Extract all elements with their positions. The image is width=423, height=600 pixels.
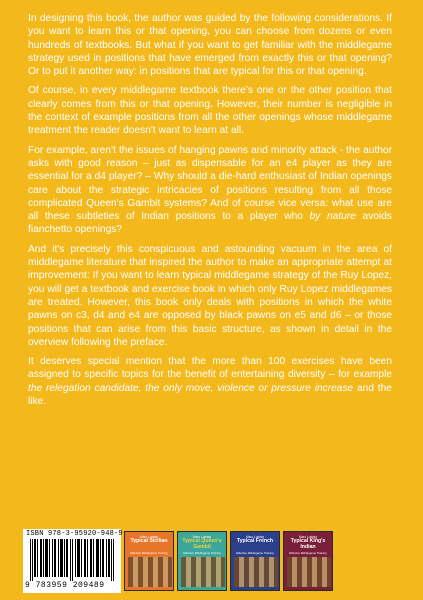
chessboard-image	[181, 557, 225, 587]
paragraph-2: Of course, in every middlegame textbook there’s one or the other position that clearly comes from this or that opening. However, their number is negligible in the context of example positions from all the other openings whose middlegame treatment the reader doesn't want to learn at all.	[28, 85, 392, 137]
book-author: Marc Ludwig	[192, 535, 212, 539]
paragraph-5-end: and the like.	[28, 382, 392, 408]
book-title: Typical Queen's Gambit	[182, 538, 222, 550]
book-subtitle: Effective Middlegame Training	[289, 551, 327, 555]
chessboard-image	[287, 557, 331, 587]
book-cover-french	[230, 531, 280, 591]
paragraph-3-end: avoids fianchetto openings?	[28, 211, 392, 236]
chessboard-image	[128, 557, 172, 587]
book-cover-queens-gambit	[177, 531, 227, 591]
paragraph-3-text: For example, aren’t the issues of hanging pawns and minority attack - the author asks with good reason – just as dispensable for an e4 player as they are essential for a d4 player? – Why should a die-hard enthusiast of Indian openings care about the strategic intricacies of positions resulting from all those complicated Queen's Gambit systems? And of course vice versa: what use are all these subtleties of Indian positions to a player who	[28, 144, 392, 223]
paragraph-5-emphasis: the relegation candidate, the only move, violence or pressure increase	[28, 382, 354, 394]
paragraph-3	[28, 144, 392, 237]
chessboard-image	[234, 557, 278, 587]
blurb-text	[28, 12, 392, 414]
paragraph-3-emphasis: by nature	[309, 211, 356, 223]
paragraph-4: And it's precisely this conspicuous and astounding vacuum in the area of middlegame literature that inspired the author to make an appropriate attempt at improvement: If you want to learn typical middlegame strategy of the Ruy Lopez, you will get a textbook and exercise book in which only Ruy Lopez middlegames are treated. However, this book only deals with positions in which the white pawns on c3, d4 and e4 are opposed by black pawns on e5 and d6 – or those positions that can arise from this basic structure, as shown in detail in the overview following the preface.	[28, 243, 392, 348]
book-subtitle: Effective Middlegame Training	[183, 551, 221, 555]
isbn-barcode	[23, 529, 121, 593]
barcode-bars	[30, 539, 114, 581]
book-subtitle: Effective Middlegame Training	[130, 551, 168, 555]
paragraph-5-text: It deserves special mention that the more than 100 exercises have been assigned to specific topics for the benefit of entertaining diversity – for example	[28, 356, 392, 381]
paragraph-5	[28, 355, 392, 408]
isbn-label: ISBN 978-3-95920-948-9	[26, 530, 123, 538]
book-title: Typical Sicilian	[130, 538, 168, 544]
book-subtitle: Effective Middlegame Training	[236, 551, 274, 555]
book-title: Typical King's Indian	[290, 538, 326, 550]
book-title: Typical French	[236, 538, 274, 544]
book-cover-kings-indian	[283, 531, 333, 591]
paragraph-1: In designing this book, the author was guided by the following considerations. If you want to learn this or that opening, you can choose from dozens or even hundreds of textbooks. But what if you want to get familiar with the middlegame strategy used in positions that have emerged from exactly this or that opening? Or to put it another way: in positions that are typical for this or that opening.	[28, 13, 392, 78]
barcode-digits: 9 783959 209489	[25, 581, 105, 590]
book-author: Marc Ludwig	[298, 535, 318, 539]
book-cover-sicilian	[124, 531, 174, 591]
book-author: Marc Ludwig	[245, 535, 265, 539]
book-author: Marc Ludwig	[139, 535, 159, 539]
